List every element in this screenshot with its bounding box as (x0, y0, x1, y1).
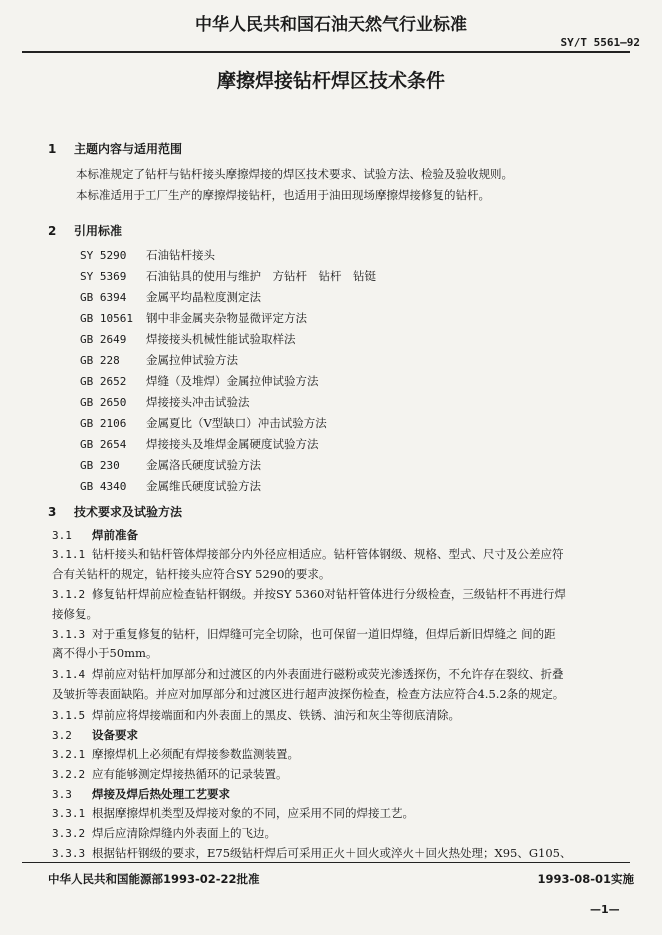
section-title: 主题内容与适用范围 (74, 142, 183, 156)
section-3-heading (48, 503, 182, 520)
subsection-title: 焊接及焊后热处理工艺要求 (92, 787, 230, 801)
clause-text: 焊前应对钻杆加厚部分和过渡区的内外表面进行磁粉或荧光渗透探伤，不允许存在裂纹、折叠 (92, 667, 564, 681)
reference-code: GB 6394 (80, 291, 127, 304)
effective-date: 1993-08-01实施 (537, 872, 634, 886)
clause-number: 3.3 (52, 788, 72, 801)
document-title: 摩擦焊接钻杆焊区技术条件 (216, 70, 445, 92)
section-number: 2 (48, 224, 57, 238)
clause-3-2-1 (52, 746, 299, 762)
clause-number: 3.1.5 (52, 709, 86, 722)
clause-number: 3.1.1 (52, 548, 86, 561)
reference-code: SY 5290 (80, 249, 127, 262)
reference-name: 石油钻杆接头 (146, 248, 215, 262)
reference-name: 焊缝（及堆焊）金属拉伸试验方法 (146, 374, 319, 388)
section-1-heading (48, 140, 182, 157)
clause-text: 焊前应将焊接端面和内外表面上的黑皮、铁锈、油污和灰尘等彻底清除。 (92, 708, 460, 722)
reference-code: GB 230 (80, 459, 120, 472)
clause-3-1-3 (52, 626, 556, 642)
section-title: 引用标准 (74, 224, 123, 238)
subsection-title: 焊前准备 (92, 528, 138, 542)
reference-name: 金属洛氏硬度试验方法 (146, 458, 261, 472)
section-2-heading (48, 222, 122, 239)
reference-item (80, 436, 319, 452)
clause-3-1-1 (52, 546, 564, 562)
reference-name: 金属拉伸试验方法 (146, 353, 238, 367)
issuing-authority: 中华人民共和国能源部1993-02-22批准 (48, 872, 260, 886)
clause-text: 根据摩擦焊机类型及焊接对象的不同，应采用不同的焊接工艺。 (92, 806, 414, 820)
reference-code: GB 2106 (80, 417, 127, 430)
reference-item (80, 247, 215, 263)
clause-number: 3.2 (52, 729, 72, 742)
clause-3-1-2 (52, 586, 566, 602)
reference-item (80, 415, 327, 431)
reference-code: GB 2649 (80, 333, 127, 346)
clause-text: 修复钻杆焊前应检查钻杆钢级。并按SY 5360对钻杆管体进行分级检查，三级钻杆不再进行焊 (92, 587, 566, 601)
reference-item (80, 457, 261, 473)
clause-3-1-4 (52, 666, 564, 682)
reference-code: GB 10561 (80, 312, 133, 325)
reference-name: 石油钻具的使用与维护 方钻杆 钻杆 钻铤 (146, 269, 376, 283)
subsection-3-1 (52, 527, 138, 543)
section-1-paragraph-2: 本标准适用于工厂生产的摩擦焊接钻杆，也适用于油田现场摩擦焊接修复的钻杆。 (76, 188, 490, 202)
reference-name: 金属夏比（V型缺口）冲击试验方法 (146, 416, 327, 430)
clause-number: 3.1.2 (52, 588, 86, 601)
reference-item (80, 331, 296, 347)
reference-item (80, 268, 376, 284)
org-title: 中华人民共和国石油天然气行业标准 (195, 15, 467, 35)
footer-rule (22, 862, 630, 863)
clause-number: 3.2.1 (52, 748, 86, 761)
clause-number: 3.3.1 (52, 807, 86, 820)
clause-text: 钻杆接头和钻杆管体焊接部分内外径应相适应。钻杆管体钢级、规格、型式、尺寸及公差应符 (92, 547, 564, 561)
clause-number: 3.3.2 (52, 827, 86, 840)
clause-number: 3.1.4 (52, 668, 86, 681)
reference-item (80, 310, 307, 326)
reference-item (80, 394, 250, 410)
reference-code: SY 5369 (80, 270, 127, 283)
reference-code: GB 228 (80, 354, 120, 367)
reference-name: 钢中非金属夹杂物显微评定方法 (146, 311, 307, 325)
clause-number: 3.2.2 (52, 768, 86, 781)
page-number: —1— (590, 903, 620, 916)
clause-continuation: 合有关钻杆的规定，钻杆接头应符合SY 5290的要求。 (52, 567, 331, 581)
clause-number: 3.1 (52, 529, 72, 542)
reference-item (80, 352, 238, 368)
clause-continuation: 接修复。 (52, 607, 98, 621)
clause-number: 3.1.3 (52, 628, 86, 641)
clause-text: 应有能够测定焊接热循环的记录装置。 (92, 767, 288, 781)
reference-name: 金属维氏硬度试验方法 (146, 479, 261, 493)
section-title: 技术要求及试验方法 (74, 505, 183, 519)
reference-code: GB 2650 (80, 396, 127, 409)
standard-code: SY/T 5561—92 (560, 36, 640, 49)
section-number: 3 (48, 505, 57, 519)
reference-name: 焊接接头冲击试验法 (146, 395, 250, 409)
clause-3-2-2 (52, 766, 288, 782)
subsection-title: 设备要求 (92, 728, 138, 742)
clause-3-3-1 (52, 805, 414, 821)
reference-name: 焊接接头机械性能试验取样法 (146, 332, 296, 346)
clause-3-3-3 (52, 845, 571, 861)
subsection-3-2 (52, 727, 138, 743)
header-rule (22, 51, 630, 53)
section-number: 1 (48, 142, 57, 156)
reference-name: 焊接接头及堆焊金属硬度试验方法 (146, 437, 319, 451)
reference-item (80, 373, 319, 389)
clause-3-3-2 (52, 825, 276, 841)
section-1-paragraph-1: 本标准规定了钻杆与钻杆接头摩擦焊接的焊区技术要求、试验方法、检验及验收规则。 (76, 167, 513, 181)
clause-text: 对于重复修复的钻杆，旧焊缝可完全切除，也可保留一道旧焊缝，但焊后新旧焊缝之 间的距 (92, 627, 556, 641)
subsection-3-3 (52, 786, 230, 802)
clause-text: 根据钻杆钢级的要求，E75级钻杆焊后可采用正火＋回火或淬火＋回火热处理；X95、G105、 (92, 846, 572, 860)
reference-code: GB 4340 (80, 480, 127, 493)
reference-item (80, 478, 261, 494)
clause-3-1-5 (52, 707, 460, 723)
clause-number: 3.3.3 (52, 847, 86, 860)
clause-text: 摩擦焊机上必须配有焊接参数监测装置。 (92, 747, 299, 761)
clause-continuation: 离不得小于50mm。 (52, 646, 158, 660)
reference-name: 金属平均晶粒度测定法 (146, 290, 261, 304)
reference-code: GB 2654 (80, 438, 127, 451)
clause-text: 焊后应清除焊缝内外表面上的飞边。 (92, 826, 276, 840)
reference-code: GB 2652 (80, 375, 127, 388)
reference-item (80, 289, 261, 305)
clause-continuation: 及皱折等表面缺陷。并应对加厚部分和过渡区进行超声波探伤检查，检查方法应符合4.5.2条的规定。 (52, 687, 565, 701)
